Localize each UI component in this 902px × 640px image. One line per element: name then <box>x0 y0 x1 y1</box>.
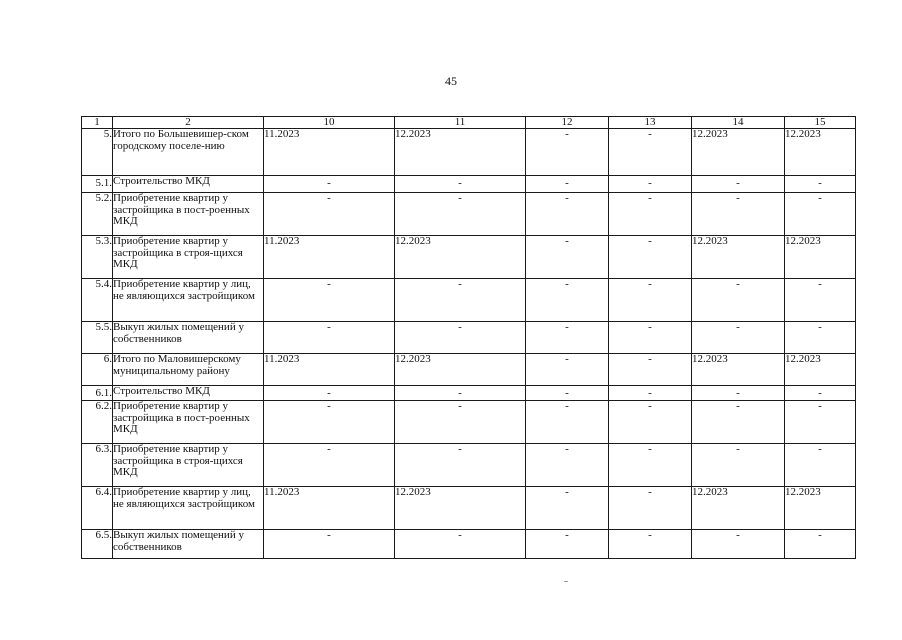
cell-col-13: - <box>609 354 692 386</box>
cell-col-12: - <box>526 129 609 176</box>
cell-col-14: - <box>692 322 785 354</box>
cell-col-12: - <box>526 386 609 401</box>
cell-col-14: - <box>692 530 785 559</box>
cell-col-10: - <box>264 176 395 193</box>
cell-col-13: - <box>609 444 692 487</box>
cell-col-12: - <box>526 401 609 444</box>
cell-col-13: - <box>609 193 692 236</box>
cell-col-11: 12.2023 <box>395 354 526 386</box>
cell-col-10: 11.2023 <box>264 487 395 530</box>
cell-col-15: 12.2023 <box>785 236 856 279</box>
cell-col-15: - <box>785 386 856 401</box>
cell-col-14: - <box>692 386 785 401</box>
cell-col-14: 12.2023 <box>692 236 785 279</box>
cell-col-13: - <box>609 322 692 354</box>
column-header: 1 <box>82 117 113 129</box>
cell-col-14: 12.2023 <box>692 487 785 530</box>
cell-col-15: - <box>785 444 856 487</box>
header-row <box>82 117 856 129</box>
cell-col-15: 12.2023 <box>785 354 856 386</box>
cell-col-11: 12.2023 <box>395 129 526 176</box>
cell-col-12: - <box>526 354 609 386</box>
cell-col-13: - <box>609 129 692 176</box>
row-name: Строительство МКД <box>113 386 264 401</box>
column-header: 10 <box>264 117 395 129</box>
row-number: 6.5. <box>82 530 113 559</box>
row-name: Приобретение квартир у лиц, не являющихся застройщиком <box>113 279 264 322</box>
table-row <box>82 444 856 487</box>
cell-col-15: - <box>785 401 856 444</box>
row-number: 5. <box>82 129 113 176</box>
cell-col-11: - <box>395 279 526 322</box>
cell-col-15: - <box>785 322 856 354</box>
row-number: 6.2. <box>82 401 113 444</box>
cell-col-11: - <box>395 386 526 401</box>
cell-col-11: - <box>395 444 526 487</box>
row-name: Приобретение квартир у застройщика в пост-роенных МКД <box>113 401 264 444</box>
row-name: Приобретение квартир у застройщика в строя-щихся МКД <box>113 236 264 279</box>
cell-col-11: - <box>395 530 526 559</box>
cell-col-10: - <box>264 279 395 322</box>
table-row <box>82 193 856 236</box>
column-header: 11 <box>395 117 526 129</box>
cell-col-12: - <box>526 176 609 193</box>
cell-col-10: - <box>264 386 395 401</box>
cell-col-11: 12.2023 <box>395 487 526 530</box>
table-row <box>82 530 856 559</box>
row-number: 6.4. <box>82 487 113 530</box>
cell-col-10: - <box>264 401 395 444</box>
cell-col-11: - <box>395 176 526 193</box>
table-row <box>82 354 856 386</box>
cell-col-10: - <box>264 193 395 236</box>
cell-col-12: - <box>526 444 609 487</box>
cell-col-15: 12.2023 <box>785 129 856 176</box>
row-name: Итого по Большевишер-ском городскому поселе-нию <box>113 129 264 176</box>
cell-col-13: - <box>609 530 692 559</box>
table-row <box>82 487 856 530</box>
table-row <box>82 401 856 444</box>
cell-col-12: - <box>526 487 609 530</box>
row-number: 5.1. <box>82 176 113 193</box>
cell-col-15: 12.2023 <box>785 487 856 530</box>
cell-col-11: - <box>395 322 526 354</box>
row-name: Приобретение квартир у застройщика в строя-щихся МКД <box>113 444 264 487</box>
column-header: 13 <box>609 117 692 129</box>
cell-col-13: - <box>609 176 692 193</box>
cell-col-12: - <box>526 193 609 236</box>
cell-col-14: - <box>692 279 785 322</box>
table-row <box>82 236 856 279</box>
column-header: 12 <box>526 117 609 129</box>
cell-col-10: 11.2023 <box>264 129 395 176</box>
row-number: 5.5. <box>82 322 113 354</box>
row-number: 5.4. <box>82 279 113 322</box>
cell-col-10: 11.2023 <box>264 354 395 386</box>
cell-col-15: - <box>785 193 856 236</box>
cell-col-14: - <box>692 176 785 193</box>
row-name: Итого по Маловишерскому муниципальному району <box>113 354 264 386</box>
column-header: 15 <box>785 117 856 129</box>
cell-col-10: 11.2023 <box>264 236 395 279</box>
page-number: 45 <box>445 74 457 88</box>
row-name: Приобретение квартир у застройщика в пост-роенных МКД <box>113 193 264 236</box>
table-row <box>82 129 856 176</box>
row-number: 6.1. <box>82 386 113 401</box>
cell-col-13: - <box>609 236 692 279</box>
row-number: 5.3. <box>82 236 113 279</box>
cell-col-12: - <box>526 236 609 279</box>
cell-col-14: 12.2023 <box>692 129 785 176</box>
cell-col-12: - <box>526 322 609 354</box>
row-number: 5.2. <box>82 193 113 236</box>
cell-col-14: - <box>692 193 785 236</box>
cell-col-11: 12.2023 <box>395 236 526 279</box>
cell-col-14: 12.2023 <box>692 354 785 386</box>
row-number: 6.3. <box>82 444 113 487</box>
cell-col-15: - <box>785 176 856 193</box>
cell-col-12: - <box>526 279 609 322</box>
cell-col-15: - <box>785 530 856 559</box>
cell-col-11: - <box>395 401 526 444</box>
cell-col-13: - <box>609 386 692 401</box>
row-number: 6. <box>82 354 113 386</box>
cell-col-13: - <box>609 401 692 444</box>
row-name: Строительство МКД <box>113 176 264 193</box>
cell-col-15: - <box>785 279 856 322</box>
cell-col-13: - <box>609 487 692 530</box>
cell-col-12: - <box>526 530 609 559</box>
table-row <box>82 386 856 401</box>
table-row <box>82 322 856 354</box>
cell-col-10: - <box>264 444 395 487</box>
row-name: Приобретение квартир у лиц, не являющихся застройщиком <box>113 487 264 530</box>
column-header: 14 <box>692 117 785 129</box>
row-name: Выкуп жилых помещений у собственников <box>113 530 264 559</box>
cell-col-10: - <box>264 322 395 354</box>
scan-artifact <box>564 581 568 582</box>
cell-col-10: - <box>264 530 395 559</box>
table-row <box>82 176 856 193</box>
cell-col-13: - <box>609 279 692 322</box>
row-name: Выкуп жилых помещений у собственников <box>113 322 264 354</box>
data-table <box>81 116 856 559</box>
column-header: 2 <box>113 117 264 129</box>
cell-col-11: - <box>395 193 526 236</box>
cell-col-14: - <box>692 444 785 487</box>
table-row <box>82 279 856 322</box>
cell-col-14: - <box>692 401 785 444</box>
